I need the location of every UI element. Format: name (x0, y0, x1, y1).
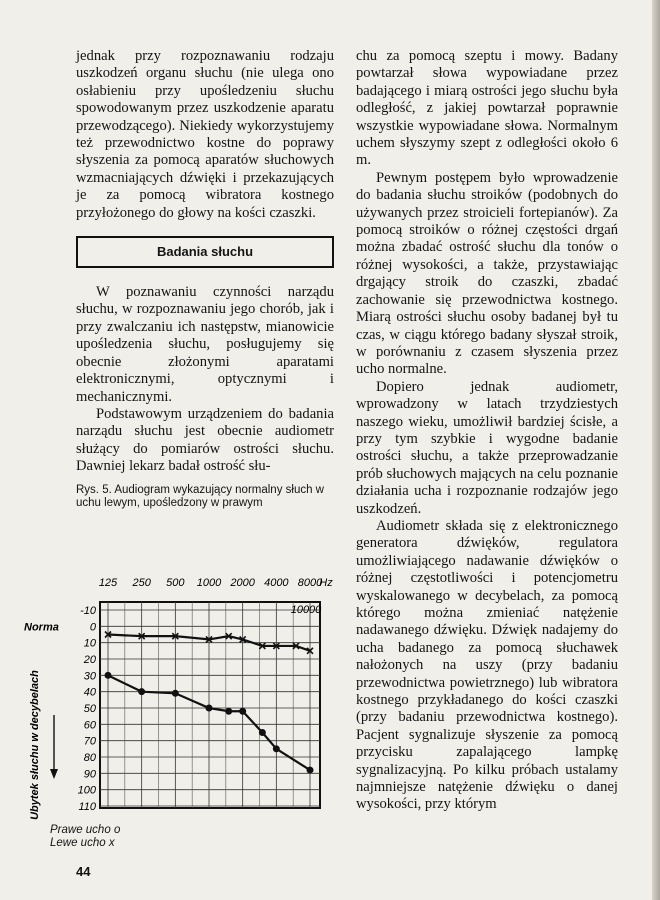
page-spine-shadow (652, 0, 660, 900)
y-axis-label: Ubytek słuchu w decybelach (29, 670, 41, 820)
y-tick-label: 100 (77, 784, 96, 797)
figure-caption: Rys. 5. Audiogram wykazujący normalny słuch w uchu lewym, upośledzony w prawym (76, 483, 324, 509)
y-tick-label: 110 (78, 801, 96, 813)
y-tick-label: 90 (83, 768, 96, 781)
x-tick-label: 4000 (264, 577, 289, 589)
left-paragraph-2: W poznawaniu czynności narządu słuchu, w rozpoznawaniu jego chorób, jak i przy zwalczaniu ich następstw, mianowicie upośledzenia słuchu, posługujemy się obecnie złożonymi aparatami elektronicznymi, optycznymi i mechanicznymi. (76, 284, 334, 405)
x-unit-label: Hz (319, 577, 333, 589)
y-tick-label: -10 (80, 605, 96, 617)
x-tick-label: 8000 (297, 577, 323, 589)
right-ear-point (240, 708, 246, 714)
y-tick-label: 10 (83, 637, 96, 650)
y-tick-label: 0 (89, 621, 96, 634)
x-tick-label: 125 (98, 577, 118, 589)
legend-right-ear (50, 824, 120, 837)
section-title: Badania słuchu (156, 244, 254, 260)
left-paragraph-3: Podstawowym urządzeniem do badania narządu słuchu jest obecnie audiometr służący do pomiarów ostrości słuchu. Dawniej lekarz badał ostrość słu- (76, 405, 334, 475)
right-ear-point (105, 672, 111, 678)
norma-label: Norma (24, 621, 59, 634)
audiogram-legend (50, 824, 120, 850)
legend-left-ear-label: Lewe ucho (50, 837, 106, 849)
legend-right-ear-label: Prawe ucho (50, 824, 111, 836)
right-ear-point (273, 746, 279, 752)
y-tick-label: 20 (83, 654, 96, 666)
x-tick-label: 500 (166, 577, 185, 589)
x-extra-label: 10000 (290, 604, 322, 616)
y-tick-label: 60 (83, 719, 96, 732)
right-ear-point (172, 690, 178, 696)
right-ear-point (307, 767, 313, 773)
x-tick-label: 1000 (196, 577, 222, 589)
right-paragraph-2: Pewnym postępem było wprowadzenie do badania słuchu stroików (podobnych do używanych przez stroicieli fortepianów). Za pomocą stroików o różnej częstości drgań można zbadać ostrość słuchu dla tonów o różnej wysokości, a także, przystawiając drgający stroik do czaszki, zbadać zachowanie się przewodnictwa kostnego. Miarą ostrości słuchu osoby badanej był tu czas, w ciągu którego badany słyszał stroik, w porównaniu z czasem słyszenia przez ucho normalne. (356, 169, 618, 378)
audiogram-figure (20, 570, 340, 860)
left-paragraph-1: jednak przy rozpoznawaniu rodzaju uszkodzeń organu słuchu (nie ulega ono osłabieniu przy upośledzeniu słuchu spowodowanym przez uszkodzenie aparatu przewodzącego). Niekiedy wykorzystujemy też przewodnictwo kostne do poprawy słyszenia za pomocą aparatów słuchowych wzmacniających dźwięki i przekazujących je za pomocą wibratora kostnego przyłożonego do głowy na kości czaszki. (76, 48, 334, 221)
legend-left-ear (50, 837, 120, 850)
y-axis-arrow-head (50, 769, 58, 779)
right-paragraph-4: Audiometr składa się z elektronicznego generatora dźwięków, regulatora umożliwiającego nadawanie dźwięków o różnej częstotliwości i potencjometru wyskalowanego w decybelach, za pomocą którego można zmieniać natężenie nadawanego dźwięku. Dźwięk nadajemy do ucha badanego za pomocą słuchawek nałożonych na uszy (przy badaniu przewodnictwa powietrznego) lub wibratora kostnego przykładanego do kości czaszki (przy badaniu przewodnictwa kostnego). Pacjent sygnalizuje słyszenie za pomocą przycisku zapalającego lampkę sygnalizacyjną. Po kilku próbach ustalamy najmniejsze natężenie dźwięku o danej wysokości, przy którym (356, 517, 618, 813)
legend-left-ear-symbol: x (108, 837, 115, 849)
right-paragraph-1: chu za pomocą szeptu i mowy. Badany powtarzał słowa wypowiadane przez badającego i miarą ostrości jego słuchu była odległość, z jakiej powtarzał poprawnie wszystkie wypowiadane słowa. Normalnym uchem słyszymy szept z odległości około 6 m. (356, 48, 618, 169)
y-tick-label: 30 (83, 670, 96, 683)
y-tick-label: 70 (83, 735, 96, 748)
x-tick-label: 2000 (230, 577, 255, 589)
y-tick-label: 80 (83, 752, 96, 764)
y-tick-label: 50 (83, 703, 96, 715)
section-heading-box (76, 236, 334, 268)
right-ear-point (259, 730, 265, 736)
audiogram-chart (20, 570, 340, 860)
right-column (356, 48, 618, 814)
right-ear-point (226, 708, 232, 714)
right-ear-point (139, 689, 145, 695)
left-column (76, 48, 334, 510)
x-tick-label: 250 (132, 577, 151, 589)
page-number: 44 (76, 864, 91, 879)
legend-right-ear-symbol: o (113, 824, 121, 836)
right-ear-point (206, 705, 212, 711)
y-tick-label: 40 (83, 686, 96, 699)
right-paragraph-3: Dopiero jednak audiometr, wprowadzony w latach trzydziestych naszego wieku, umożliwił bardziej ścisłe, a przy tym szybkie i wygodne badanie ostrości słuchu, a także przeprowadzanie prób słuchowych mających na celu poznanie działania ucha i rozpoznanie rodzajów jego uszkodzeń. (356, 378, 618, 517)
